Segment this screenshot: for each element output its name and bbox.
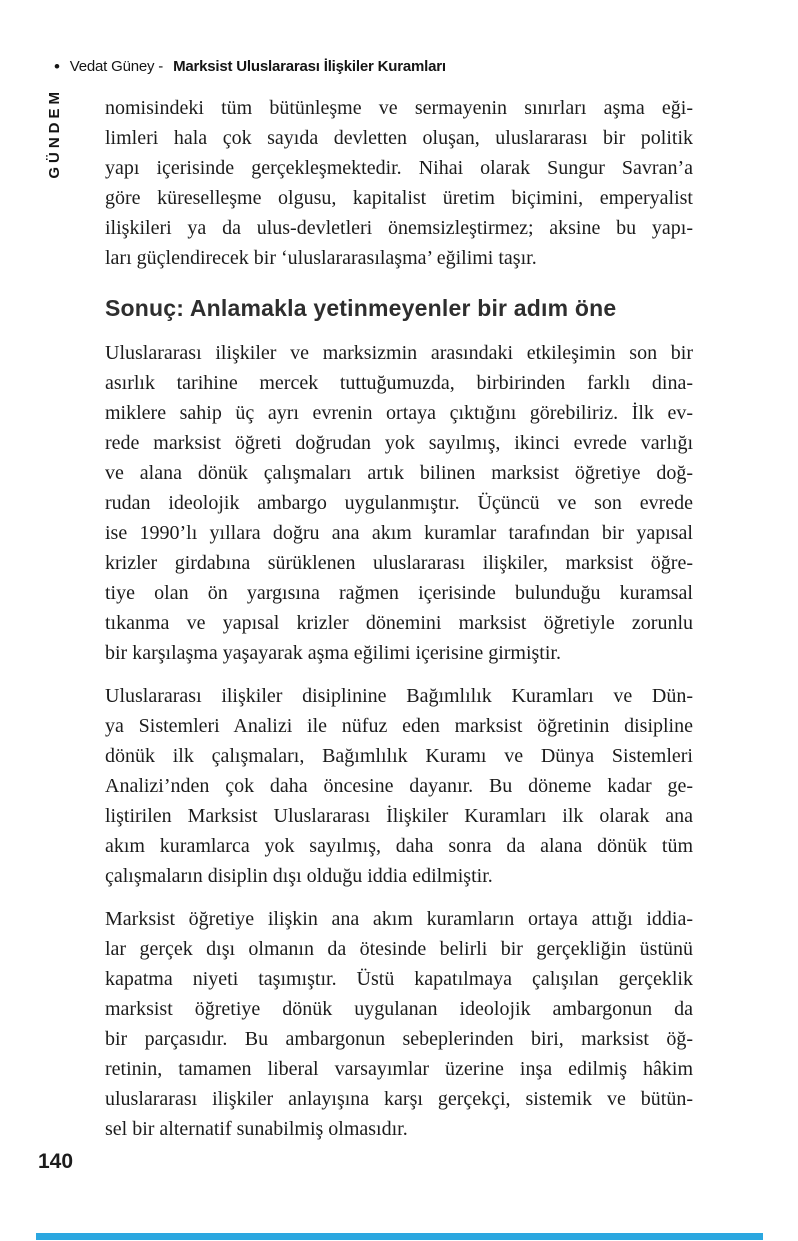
- text-line: liştirilen Marksist Uluslararası İlişkiler Kuramları ilk olarak ana: [105, 805, 693, 827]
- text-line: rudan ideolojik ambargo uygulanmıştır. Üçüncü ve son evrede: [105, 492, 693, 514]
- text-line: kapatma niyeti taşımıştır. Üstü kapatılmaya çalışılan gerçeklik: [105, 968, 693, 990]
- text-line: uluslararası ilişkiler anlayışına karşı gerçekçi, sistemik ve bütün-: [105, 1088, 693, 1110]
- paragraph: [105, 904, 693, 1144]
- book-title: Marksist Uluslararası İlişkiler Kuramları: [173, 58, 446, 75]
- running-head: [54, 58, 446, 75]
- text-line: göre küreselleşme olgusu, kapitalist üretim biçimini, emperyalist: [105, 187, 693, 209]
- text-line: yapı içerisinde gerçekleşmektedir. Nihai olarak Sungur Savran’a: [105, 157, 693, 179]
- margin-section-label: GÜNDEM: [46, 88, 63, 179]
- text-line: Analizi’nden çok daha öncesine dayanır. Bu döneme kadar ge-: [105, 775, 693, 797]
- text-line: ilişkileri ya da ulus-devletleri önemsizleştirmez; aksine bu yapı-: [105, 217, 693, 239]
- bottom-accent-bar: [36, 1233, 763, 1240]
- text-line: dönük ilk çalışmaları, Bağımlılık Kuramı ve Dünya Sistemleri: [105, 745, 693, 767]
- page-number: 140: [38, 1150, 74, 1173]
- section-heading: Sonuç: Anlamakla yetinmeyenler bir adım öne: [105, 295, 617, 321]
- bullet-icon: •: [54, 57, 60, 76]
- paragraph: [105, 338, 693, 668]
- text-line: Uluslararası ilişkiler ve marksizmin arasındaki etkileşimin son bir: [105, 342, 693, 364]
- text-line: tiye olan ön yargısına rağmen içerisinde bulunduğu kuramsal: [105, 582, 693, 604]
- text-line: ve alana dönük çalışmaları artık bilinen marksist öğretiye doğ-: [105, 462, 693, 484]
- text-line: Marksist öğretiye ilişkin ana akım kuramların ortaya attığı iddia-: [105, 908, 693, 930]
- text-line: rede marksist öğreti doğrudan yok sayılmış, ikinci evrede varlığı: [105, 432, 693, 454]
- author-name: Vedat Güney -: [69, 58, 164, 75]
- text-line: retinin, tamamen liberal varsayımlar üzerine inşa edilmiş hâkim: [105, 1058, 693, 1080]
- text-line: marksist öğretiye dönük uygulanan ideolojik ambargonun da: [105, 998, 693, 1020]
- text-line: limleri hala çok sayıda devletten oluşan, uluslararası bir politik: [105, 127, 693, 149]
- text-line: çalışmaların disiplin dışı olduğu iddia edilmiştir.: [105, 865, 493, 887]
- text-line: miklere sahip üç ayrı evrenin ortaya çıktığını görebiliriz. İlk ev-: [105, 402, 693, 424]
- text-line: tıkanma ve yapısal krizler dönemini marksist öğretiyle zorunlu: [105, 612, 693, 634]
- text-line: bir karşılaşma yaşayarak aşma eğilimi içerisine girmiştir.: [105, 642, 561, 664]
- text-line: krizler girdabına sürüklenen uluslararası ilişkiler, marksist öğre-: [105, 552, 693, 574]
- text-line: Uluslararası ilişkiler disiplinine Bağımlılık Kuramları ve Dün-: [105, 685, 693, 707]
- text-line: nomisindeki tüm bütünleşme ve sermayenin sınırları aşma eği-: [105, 97, 693, 119]
- text-line: bir parçasıdır. Bu ambargonun sebeplerinden biri, marksist öğ-: [105, 1028, 693, 1050]
- text-line: lar gerçek dışı olmanın da ötesinde belirli bir gerçekliğin üstünü: [105, 938, 693, 960]
- text-line: asırlık tarihine mercek tuttuğumuzda, birbirinden farklı dina-: [105, 372, 693, 394]
- text-line: sel bir alternatif sunabilmiş olmasıdır.: [105, 1118, 408, 1140]
- paragraph: [105, 681, 693, 891]
- text-line: ya Sistemleri Analizi ile nüfuz eden marksist öğretinin disipline: [105, 715, 693, 737]
- text-line: ise 1990’lı yıllara doğru ana akım kuramlar tarafından bir yapısal: [105, 522, 693, 544]
- paragraph: [105, 93, 693, 273]
- text-line: ları güçlendirecek bir ‘uluslararasılaşma’ eğilimi taşır.: [105, 247, 537, 269]
- body-text-column: [105, 93, 693, 1157]
- text-line: akım kuramlarca yok sayılmış, daha sonra da alana dönük tüm: [105, 835, 693, 857]
